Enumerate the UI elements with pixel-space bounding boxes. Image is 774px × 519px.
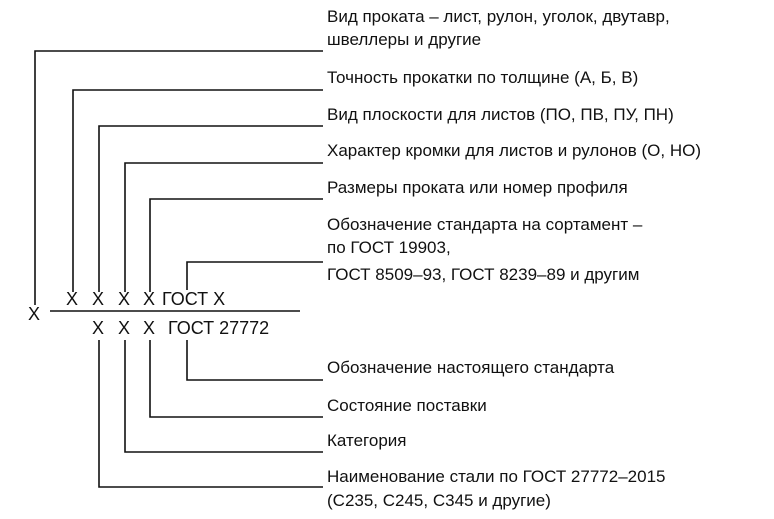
- leader-delivery-condition: [150, 340, 323, 417]
- leader-assortment-standard: [187, 262, 323, 290]
- formula-bottom-mark: Х: [118, 318, 131, 338]
- label-assortment-standard: Обозначение стандарта на сортамент –: [327, 215, 643, 234]
- label-edge-character: Характер кромки для листов и рулонов (О, НО): [327, 141, 701, 160]
- leader-edge-character: [125, 163, 323, 292]
- leader-this-standard: [187, 340, 323, 380]
- label-thickness-accuracy: Точность прокатки по толщине (А, Б, В): [327, 68, 639, 87]
- formula-bottom-mark: Х: [92, 318, 105, 338]
- leader-rolled-product-type: [35, 51, 323, 305]
- formula-top-mark: Х: [92, 289, 105, 309]
- formula-top-mark: Х: [66, 289, 79, 309]
- formula-top-mark: Х: [118, 289, 131, 309]
- formula-top-gost: ГОСТ Х: [162, 289, 226, 309]
- formula-bottom-gost: ГОСТ 27772: [168, 318, 270, 338]
- label-dimensions: Размеры проката или номер профиля: [327, 178, 628, 197]
- label-delivery-condition: Состояние поставки: [327, 396, 487, 415]
- formula-lead-mark: Х: [28, 304, 41, 324]
- label-steel-name: (С235, С245, С345 и другие): [327, 491, 551, 510]
- leader-steel-name: [99, 340, 323, 487]
- formula-top-mark: Х: [143, 289, 156, 309]
- label-rolled-product-type: Вид проката – лист, рулон, уголок, двутавр,: [327, 7, 670, 26]
- label-steel-name: Наименование стали по ГОСТ 27772–2015: [327, 467, 666, 486]
- leader-category: [125, 340, 323, 452]
- label-rolled-product-type: швеллеры и другие: [327, 30, 482, 49]
- formula-bottom-mark: Х: [143, 318, 156, 338]
- label-assortment-standard: ГОСТ 8509–93, ГОСТ 8239–89 и другим: [327, 265, 640, 284]
- label-category: Категория: [327, 431, 407, 450]
- label-assortment-standard: по ГОСТ 19903,: [327, 238, 451, 257]
- label-plane-type: Вид плоскости для листов (ПО, ПВ, ПУ, ПН): [327, 105, 674, 124]
- leader-plane-type: [99, 126, 323, 292]
- label-this-standard: Обозначение настоящего стандарта: [327, 358, 615, 377]
- leader-dimensions: [150, 199, 323, 292]
